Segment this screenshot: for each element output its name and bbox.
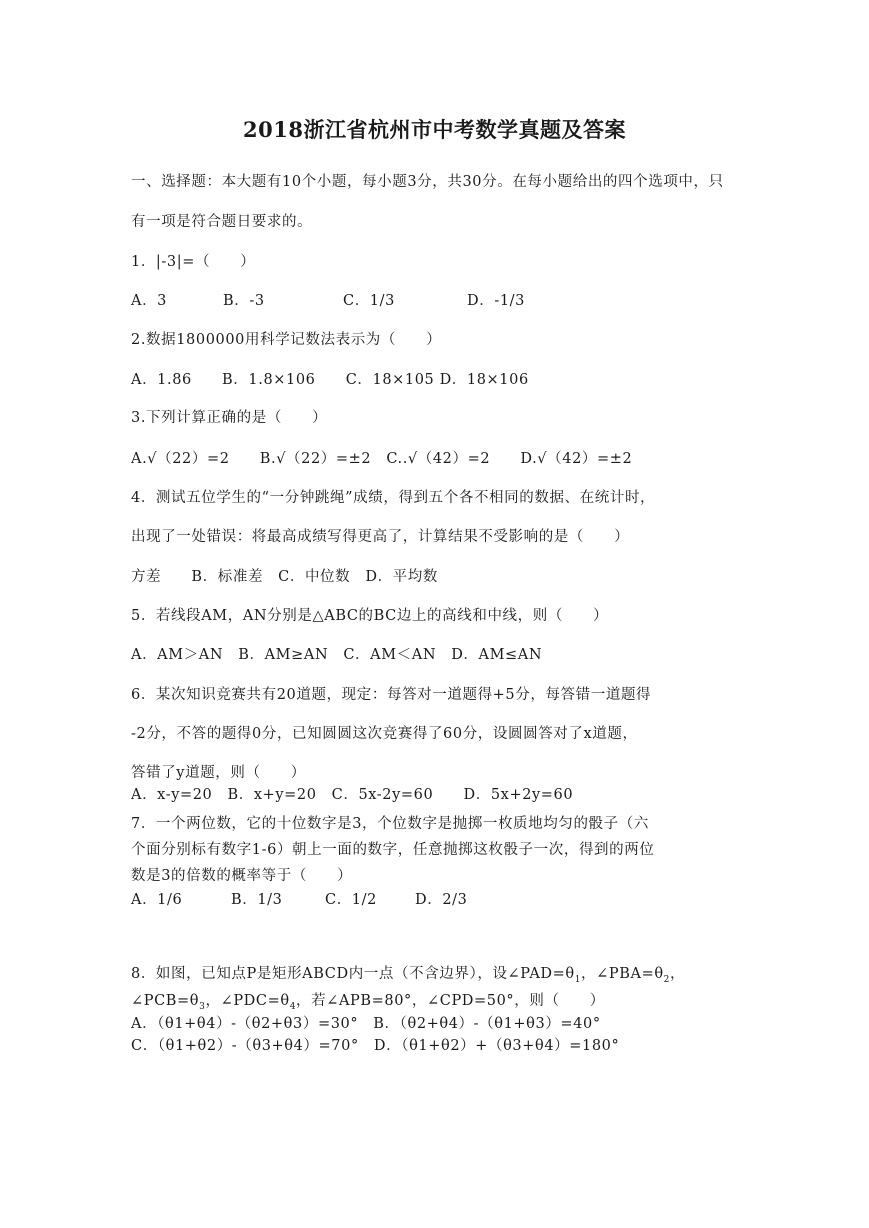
question-7-stem-line-1: 7．一个两位数，它的十位数字是3，个位数字是抛掷一枚质地均匀的骰子（六 — [131, 816, 649, 832]
question-7-stem-line-2: 个面分别标有数字1-6）朝上一面的数字，任意抛掷这枚骰子一次，得到的两位 — [131, 842, 655, 858]
question-7-options — [131, 888, 467, 909]
question-2-options: A．1.86 B．1.8×106 C．18×105 D．18×106 — [131, 372, 529, 388]
section-intro-line-2: 有一项是符合题日要求的。 — [131, 214, 313, 230]
question-4-stem-line-1: 4．测试五位学生的“一分钟跳绳”成绩，得到五个各不相同的数据、在统计时， — [131, 490, 656, 506]
q7-option-c: C．1/2 — [325, 892, 377, 908]
question-8-stem-line-2: $\angle PCB=\theta_3$，$\angle PDC=\theta_4$，若∠APB=80°，∠CPD=50°，则（ ） — [131, 993, 605, 1012]
question-8-stem-line-1: 8．如图，已知点P是矩形ABCD内一点（不含边界），设$\angle PAD=\theta_1$，$\angle PBA=\theta_2$， — [131, 966, 686, 985]
question-2-stem: 2.数据1800000用科学记数法表示为（ ） — [131, 332, 442, 348]
q7-option-a: A．1/6 — [131, 892, 183, 908]
question-8-options-line-2: C．（θ1+θ2）-（θ3+θ4）=70° D．（θ1+θ2）+（θ3+θ4）=180° — [131, 1038, 620, 1054]
q7-option-d: D．2/3 — [415, 892, 468, 908]
page-title: 2018浙江省杭州市中考数学真题及答案 — [243, 117, 626, 142]
q1-option-a: A．3 — [131, 293, 167, 309]
q7-option-b: B．1/3 — [231, 892, 283, 908]
question-6-stem-line-3: 答错了y道题，则（ ） — [131, 765, 306, 781]
question-3-options: A.√（22）=2 B.√（22）=±2 C..√（42）=2 D.√（42）=±2 — [131, 451, 633, 467]
question-6-stem-line-2: -2分，不答的题得0分，已知圆圆这次竞赛得了60分，设圆圆答对了x道题， — [131, 726, 638, 742]
q1-option-d: D．-1/3 — [467, 293, 525, 309]
q1-option-c: C．1/3 — [343, 293, 395, 309]
question-8-options-line-1: A．（θ1+θ4）-（θ2+θ3）=30° B．（θ2+θ4）-（θ1+θ3）=40° — [131, 1016, 601, 1032]
question-6-stem-line-1: 6．某次知识竞赛共有20道题，现定：每答对一道题得+5分，每答错一道题得 — [131, 687, 652, 703]
question-4-stem-line-2: 出现了一处错误：将最高成绩写得更高了，计算结果不受影响的是（ ） — [131, 529, 630, 545]
question-1-stem: 1．|-3|=（ ） — [131, 254, 256, 270]
section-intro-line-1: 一、选择题：本大题有10个小题，每小题3分，共30分。在每小题给出的四个选项中，只 — [131, 174, 724, 190]
question-5-options: A．AM＞AN B．AM≥AN C．AM＜AN D．AM≤AN — [131, 647, 543, 663]
question-5-stem: 5．若线段AM，AN分别是△ABC的BC边上的高线和中线，则（ ） — [131, 608, 609, 624]
question-3-stem: 3.下列计算正确的是（ ） — [131, 410, 328, 426]
question-7-stem-line-3: 数是3的倍数的概率等于（ ） — [131, 868, 353, 884]
question-1-options — [131, 289, 525, 310]
question-6-options: A．x-y=20 B．x+y=20 C．5x-2y=60 D．5x+2y=60 — [131, 787, 574, 803]
question-4-options: 方差 B．标准差 C．中位数 D．平均数 — [131, 569, 438, 585]
q1-option-b: B．-3 — [223, 293, 265, 309]
